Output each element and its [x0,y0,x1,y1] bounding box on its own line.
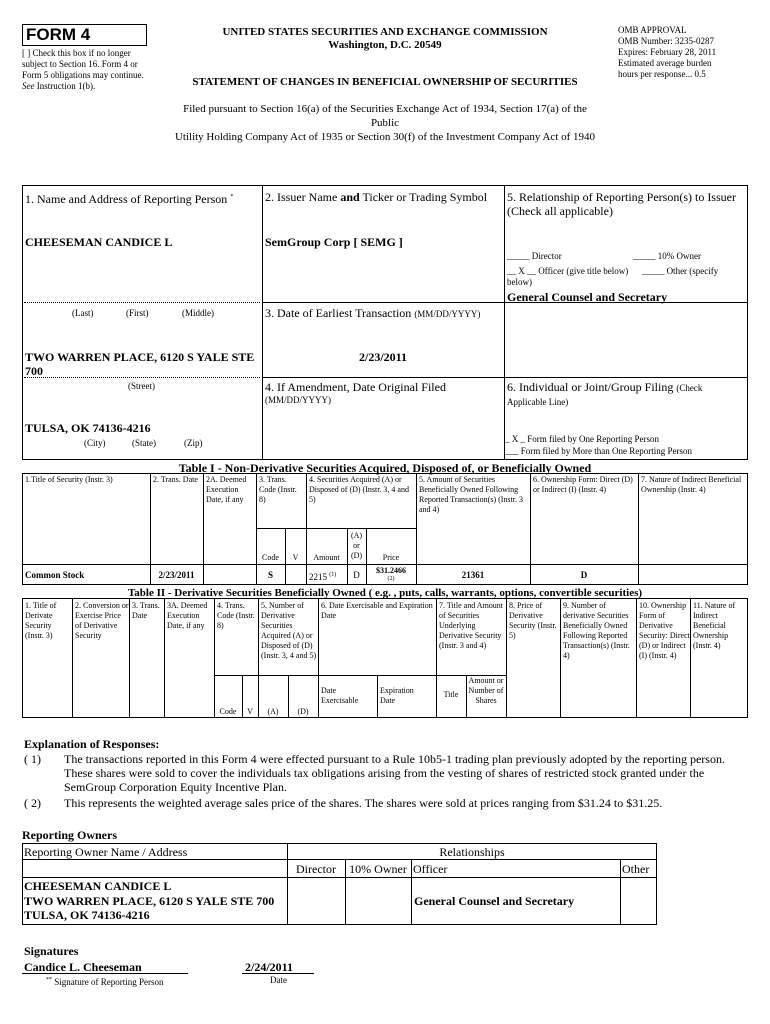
checkbox-text: [ ] Check this box if no longer subject to Section 16. Form 4 or Form 5 obligations may continue. [22,48,144,80]
identity-section [22,185,748,460]
no-longer-subject-checkbox-text[interactable] [22,48,150,92]
box5-label: 5. Relationship of Reporting Person(s) to Issuer (Check all applicable) [507,190,736,218]
filing-one-person: _ X _ Form filed by One Reporting Person [505,434,659,444]
t1-price: $31.2466 [376,566,406,575]
t1-a-or-d: D [353,570,360,580]
box4-label-small: (MM/DD/YYYY) [265,395,331,405]
label-city: (City) [84,438,106,448]
t1-h1: 1.Title of Security (Instr. 3) [25,475,113,484]
t1-h3: 3. Trans. Code (Instr. 8) [259,475,297,504]
omb-line-4: Estimated average burden [618,58,712,68]
col-relationships: Relationships [439,845,505,859]
t1-h6: 6. Ownership Form: Direct (D) or Indirect (I) (Instr. 4) [533,475,633,494]
signature-name: Candice L. Cheeseman [24,960,142,974]
t2-sub-d: (D) [297,707,309,716]
t2-h7: 7. Title and Amount of Securities Underlying Derivative Security (Instr. 3 and 4) [439,601,504,650]
table1-title: Table I - Non-Derivative Securities Acquired, Disposed of, or Beneficially Owned [178,461,592,475]
t2-h4: 4. Trans. Code (Instr. 8) [217,601,255,630]
filed-pursuant-text [150,102,620,144]
label-state: (State) [132,438,156,448]
filing-more-persons: ___ Form filed by More than One Reporting Person [505,446,692,456]
t1-sub-a-or-d: (A) or (D) [350,531,363,560]
col-other: Other [622,862,650,876]
issuer-name: SemGroup Corp [ SEMG ] [265,235,403,249]
box4-label: 4. If Amendment, Date Original Filed [265,380,446,394]
box2-label: 2. Issuer Name and Ticker or Trading Symbol [265,190,488,204]
signature-label: ** Signature of Reporting Person [46,977,164,987]
owner-line-2: TWO WARREN PLACE, 6120 S YALE STE 700 [24,893,275,908]
t2-sub-code: Code [219,707,237,716]
omb-line-5: hours per response... 0.5 [618,69,706,79]
t1-h5: 5. Amount of Securities Beneficially Owned Following Reported Transaction(s) (Instr. 3 and 4) [419,475,523,514]
t2-sub-date-exercisable: Date Exercisable [321,686,359,705]
t2-h9: 9. Number of derivative Securities Beneficially Owned Following Reported Transaction(s) (Instr. 4) [563,601,630,660]
relationship-10pct-owner: _____ 10% Owner [633,251,701,261]
filed-line-3: Utility Holding Company Act of 1935 or Section 30(f) of the Investment Company Act of 1940 [174,131,596,143]
t1-ownership-form: D [580,570,588,580]
statement-title: STATEMENT OF CHANGES IN BENEFICIAL OWNERSHIP OF SECURITIES [192,76,578,88]
date-label: Date [270,975,287,985]
footnote-2-text: This represents the weighted average sales price of the shares. The shares were sold at prices ranging from $31.24 to $31.25. [64,796,663,810]
t1-h2a: 2A. Deemed Execution Date, if any [206,475,247,504]
t1-trans-date: 2/23/2011 [158,570,195,580]
label-street: (Street) [128,381,155,391]
relationship-director: _____ Director [507,251,562,261]
omb-line-3: Expires: February 28, 2011 [618,47,717,57]
officer-title: General Counsel and Secretary [507,290,668,304]
filed-line-2: Public [370,117,400,129]
t1-trans-code: S [267,570,273,580]
col-10pct-owner: 10% Owner [349,862,407,876]
t1-amount: 2215 $^{(1)}$ [309,572,337,582]
box3-label: 3. Date of Earliest Transaction (MM/DD/YYYY) [265,306,481,320]
omb-line-1: OMB APPROVAL [618,25,687,35]
t2-sub-a: (A) [267,707,279,716]
t1-sub-v: V [292,553,299,562]
label-last: (Last) [72,308,94,318]
owner-line-1: CHEESEMAN CANDICE L [24,879,172,893]
footnote-1-ref[interactable]: (1) [329,572,337,578]
owner-officer-title: General Counsel and Secretary [414,894,575,908]
col-director: Director [296,862,336,876]
omb-line-2: OMB Number: 3235-0287 [618,36,714,46]
footnote-1-mark: ( 1) [24,752,41,766]
filed-line-1: Filed pursuant to Section 16(a) of the Securities Exchange Act of 1934, Section 17(a) of the [183,103,587,115]
owner-address [24,879,274,923]
t2-h1: 1. Title of Derivate Security (Instr. 3) [25,601,57,640]
t2-h5: 5. Number of Derivative Securities Acquired (A) or Disposed of (D) (Instr. 3, 4 and 5) [261,601,317,660]
t2-h3: 3. Trans. Date [132,601,160,620]
t2-h2: 2. Conversion or Exercise Price of Derivative Security [75,601,129,640]
owner-line-3: TULSA, OK 74136-4216 [24,908,150,922]
t1-h7: 7. Nature of Indirect Beneficial Ownership (Instr. 4) [641,475,742,494]
t2-h6: 6. Date Exercisable and Expiration Date [321,601,433,620]
t1-amount-owned: 21361 [461,570,485,580]
footnote-2-ref[interactable]: (2) [387,576,395,582]
form-title: FORM 4 [26,25,91,44]
box1-label: 1. Name and Address of Reporting Person * [25,192,234,206]
agency-location: Washington, D.C. 20549 [328,39,442,51]
t2-h10: 10. Ownership Form of Derivative Security: Direct (D) or Indirect (I) (Instr. 4) [639,601,690,660]
reporting-person-city: TULSA, OK 74136-4216 [25,421,151,435]
t2-h3a: 3A. Deemed Execution Date, if any [167,601,208,630]
earliest-transaction-date: 2/23/2011 [358,350,407,364]
t1-sub-amount: Amount [313,553,340,562]
t2-sub-title: Title [443,690,459,699]
label-zip: (Zip) [184,438,203,448]
signature-date: 2/24/2011 [245,960,294,974]
reporting-person-street: TWO WARREN PLACE, 6120 S YALE STE 700 [25,350,255,378]
t2-h8: 8. Price of Derivative Security (Instr. 5) [509,601,557,640]
signatures-heading: Signatures [24,944,79,958]
label-first: (First) [126,308,149,318]
reporting-person-name: CHEESEMAN CANDICE L [25,235,173,249]
t2-h11: 11. Nature of Indirect Beneficial Ownership (Instr. 4) [693,601,736,650]
relationship-officer: __ X __ Officer (give title below) [507,266,629,276]
agency-name: UNITED STATES SECURITIES AND EXCHANGE COMMISSION [222,26,548,38]
t1-security-title: Common Stock [25,570,85,580]
t1-h2: 2. Trans. Date [153,475,198,484]
see-word: See [22,81,35,91]
explanation-heading: Explanation of Responses: [24,737,160,751]
t1-sub-price: Price [382,553,400,562]
t1-h4: 4. Securities Acquired (A) or Disposed of (D) (Instr. 3, 4 and 5) [309,475,409,504]
label-middle: (Middle) [182,308,214,318]
reporting-owners-heading: Reporting Owners [22,828,117,842]
table2-title: Table II - Derivative Securities Beneficially Owned ( e.g. , puts, calls, warrants, options, convertible securities) [127,587,643,599]
box6-label: 6. Individual or Joint/Group Filing (Check Applicable Line) [507,380,703,407]
instruction-ref: Instruction 1(b). [36,81,96,91]
footnote-2-mark: ( 2) [24,796,41,810]
omb-approval [618,25,758,80]
t1-sub-code: Code [262,553,279,562]
col-owner-name: Reporting Owner Name / Address [24,845,188,859]
t2-sub-v: V [247,707,253,716]
footnote-1-text: The transactions reported in this Form 4 were effected pursuant to a Rule 10b5-1 trading plan previously adopted by the reporting person. These shares were sold to cover the individuals tax obligations arising from the vesting of shares of restricted stock granted under the SemGroup Corporation Equity Incentive Plan. [64,752,725,794]
relationship-other: _____ Other (specify below) [507,266,719,287]
col-officer: Officer [413,862,448,876]
t2-sub-expiration: Expiration Date [380,686,414,705]
t2-sub-amount: Amount or Number of Shares [468,676,504,705]
